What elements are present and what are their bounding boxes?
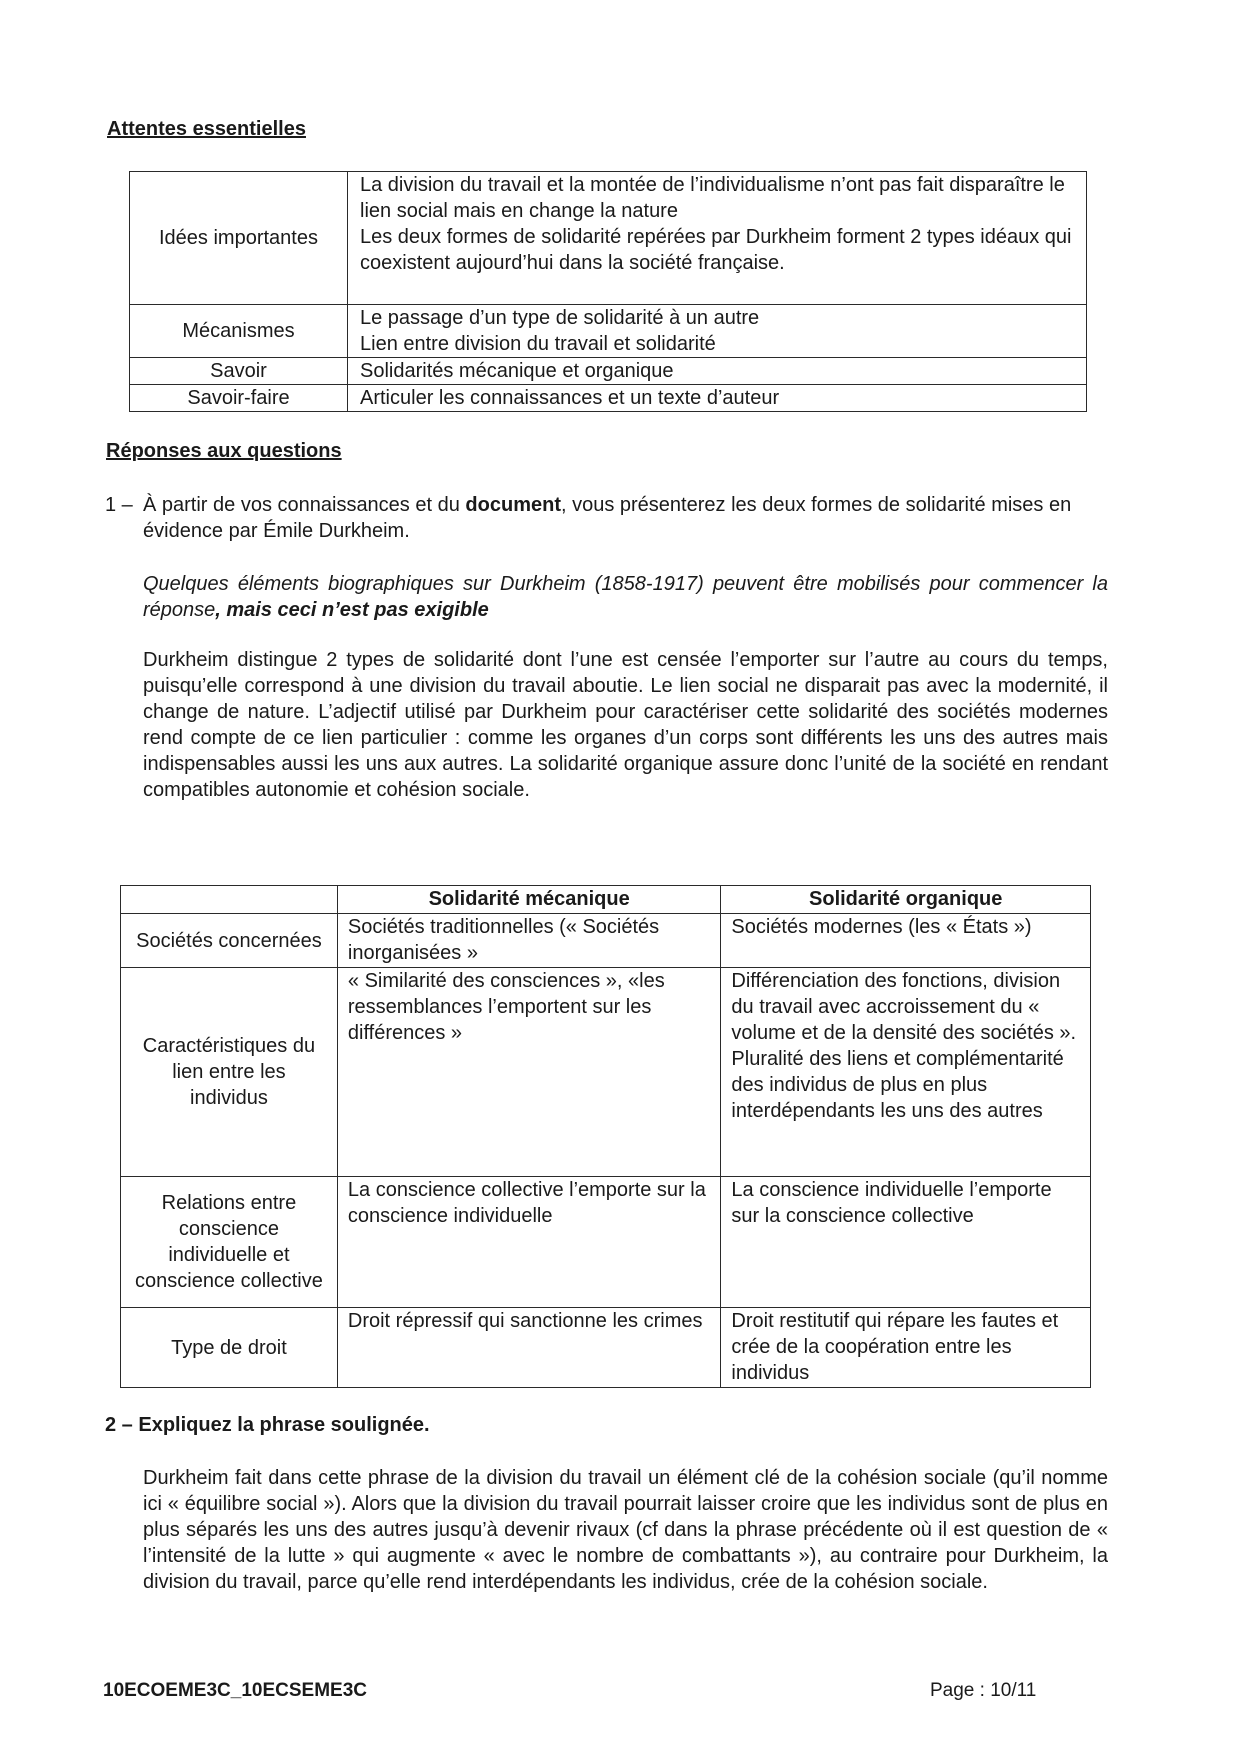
row-key: Mécanismes bbox=[130, 305, 348, 358]
note-bold: , mais ceci n’est pas exigible bbox=[215, 599, 489, 621]
question-2: 2 – Expliquez la phrase soulignée. bbox=[105, 1414, 430, 1436]
row-key: Relations entre conscience individuelle et conscience collective bbox=[121, 1177, 338, 1308]
header-cell: Solidarité mécanique bbox=[337, 886, 721, 914]
q1-answer: Durkheim distingue 2 types de solidarité dont l’une est censée l’emporter sur l’autre au cours du temps, puisqu’elle correspond à une division du travail aboutie. Le lien social ne disparait pas avec la modernité, il change de nature. L’adjectif utilisé par Durkheim pour caractériser cette solidarité des sociétés modernes rend compte de ce lien particulier : comme les organes d’un corps sont différents les uns des autres mais indispensables aussi les uns aux autres. La solidarité organique assure donc l’unité de la société en rendant compatibles autonomie et cohésion sociale. bbox=[143, 649, 1108, 801]
cell-mecanique: « Similarité des consciences », «les ressemblances l’emportent sur les différences » bbox=[337, 968, 721, 1177]
row-value bbox=[348, 305, 1087, 358]
cell-mecanique: Sociétés traditionnelles (« Sociétés inorganisées » bbox=[337, 914, 721, 968]
header-cell bbox=[121, 886, 338, 914]
value-line: Le passage d’un type de solidarité à un autre bbox=[360, 307, 760, 329]
table-row bbox=[121, 914, 1091, 968]
q1-note bbox=[143, 571, 1108, 623]
solidarite-table bbox=[120, 885, 1091, 1388]
table-row bbox=[130, 358, 1087, 385]
attentes-table bbox=[129, 171, 1087, 412]
cell-organique: Droit restitutif qui répare les fautes et crée de la coopération entre les individus bbox=[721, 1308, 1091, 1388]
question-bold-word: document bbox=[465, 494, 561, 516]
row-key: Savoir-faire bbox=[130, 385, 348, 412]
header-cell: Solidarité organique bbox=[721, 886, 1091, 914]
question-text-part: À partir de vos connaissances et du bbox=[143, 494, 460, 516]
question-1 bbox=[105, 492, 1110, 544]
table-header-row bbox=[121, 886, 1091, 914]
q2-answer: Durkheim fait dans cette phrase de la division du travail un élément clé de la cohésion sociale (qu’il nomme ici « équilibre social »). Alors que la division du travail pourrait laisser croire que les individus sont de plus en plus séparés les uns des autres jusqu’à devenir rivaux (cf dans la phrase précédente où il est question de « l’intensité de la lutte » qui augmente « avec le nombre de combattants »), au contraire pour Durkheim, la division du travail, parce qu’elle rend interdépendants les individus, crée de la cohésion sociale. bbox=[143, 1467, 1108, 1593]
question-number: 1 – bbox=[105, 494, 133, 516]
row-value: Articuler les connaissances et un texte d’auteur bbox=[348, 385, 1087, 412]
row-key: Sociétés concernées bbox=[121, 914, 338, 968]
footer-page-number: Page : 10/11 bbox=[930, 1680, 1037, 1701]
table-row bbox=[121, 968, 1091, 1177]
reponses-title: Réponses aux questions bbox=[106, 440, 342, 462]
value-line: Lien entre division du travail et solidarité bbox=[360, 333, 716, 355]
cell-mecanique: Droit répressif qui sanctionne les crimes bbox=[337, 1308, 721, 1388]
attentes-title: Attentes essentielles bbox=[107, 118, 306, 140]
row-value: Solidarités mécanique et organique bbox=[348, 358, 1087, 385]
cell-organique: Sociétés modernes (les « États ») bbox=[721, 914, 1091, 968]
value-line: Les deux formes de solidarité repérées par Durkheim forment 2 types idéaux qui coexistent aujourd’hui dans la société française. bbox=[360, 226, 1072, 274]
question-text-part: , vous présenterez les deux formes de solidarité mises en évidence par Émile Durkheim. bbox=[143, 494, 1072, 542]
table-row bbox=[130, 385, 1087, 412]
table-row bbox=[121, 1177, 1091, 1308]
footer-code: 10ECOEME3C_10ECSEME3C bbox=[103, 1680, 367, 1701]
question-text bbox=[105, 492, 1110, 544]
row-key: Caractéristiques du lien entre les individus bbox=[121, 968, 338, 1177]
row-value bbox=[348, 172, 1087, 305]
table-row bbox=[130, 172, 1087, 305]
cell-mecanique: La conscience collective l’emporte sur la conscience individuelle bbox=[337, 1177, 721, 1308]
row-key: Idées importantes bbox=[130, 172, 348, 305]
row-key: Type de droit bbox=[121, 1308, 338, 1388]
value-line: La division du travail et la montée de l’individualisme n’ont pas fait disparaître le lien social mais en change la nature bbox=[360, 174, 1065, 222]
row-key: Savoir bbox=[130, 358, 348, 385]
table-row bbox=[130, 305, 1087, 358]
table-row bbox=[121, 1308, 1091, 1388]
cell-organique: La conscience individuelle l’emporte sur la conscience collective bbox=[721, 1177, 1091, 1308]
cell-organique: Différenciation des fonctions, division du travail avec accroissement du « volume et de la densité des sociétés ». Pluralité des liens et complémentarité des individus de plus en plus interdépendants les uns des autres bbox=[721, 968, 1091, 1177]
note-italic: Quelques éléments biographiques sur Durkheim (1858-1917) peuvent être mobilisés pour commencer la réponse bbox=[143, 573, 1108, 621]
